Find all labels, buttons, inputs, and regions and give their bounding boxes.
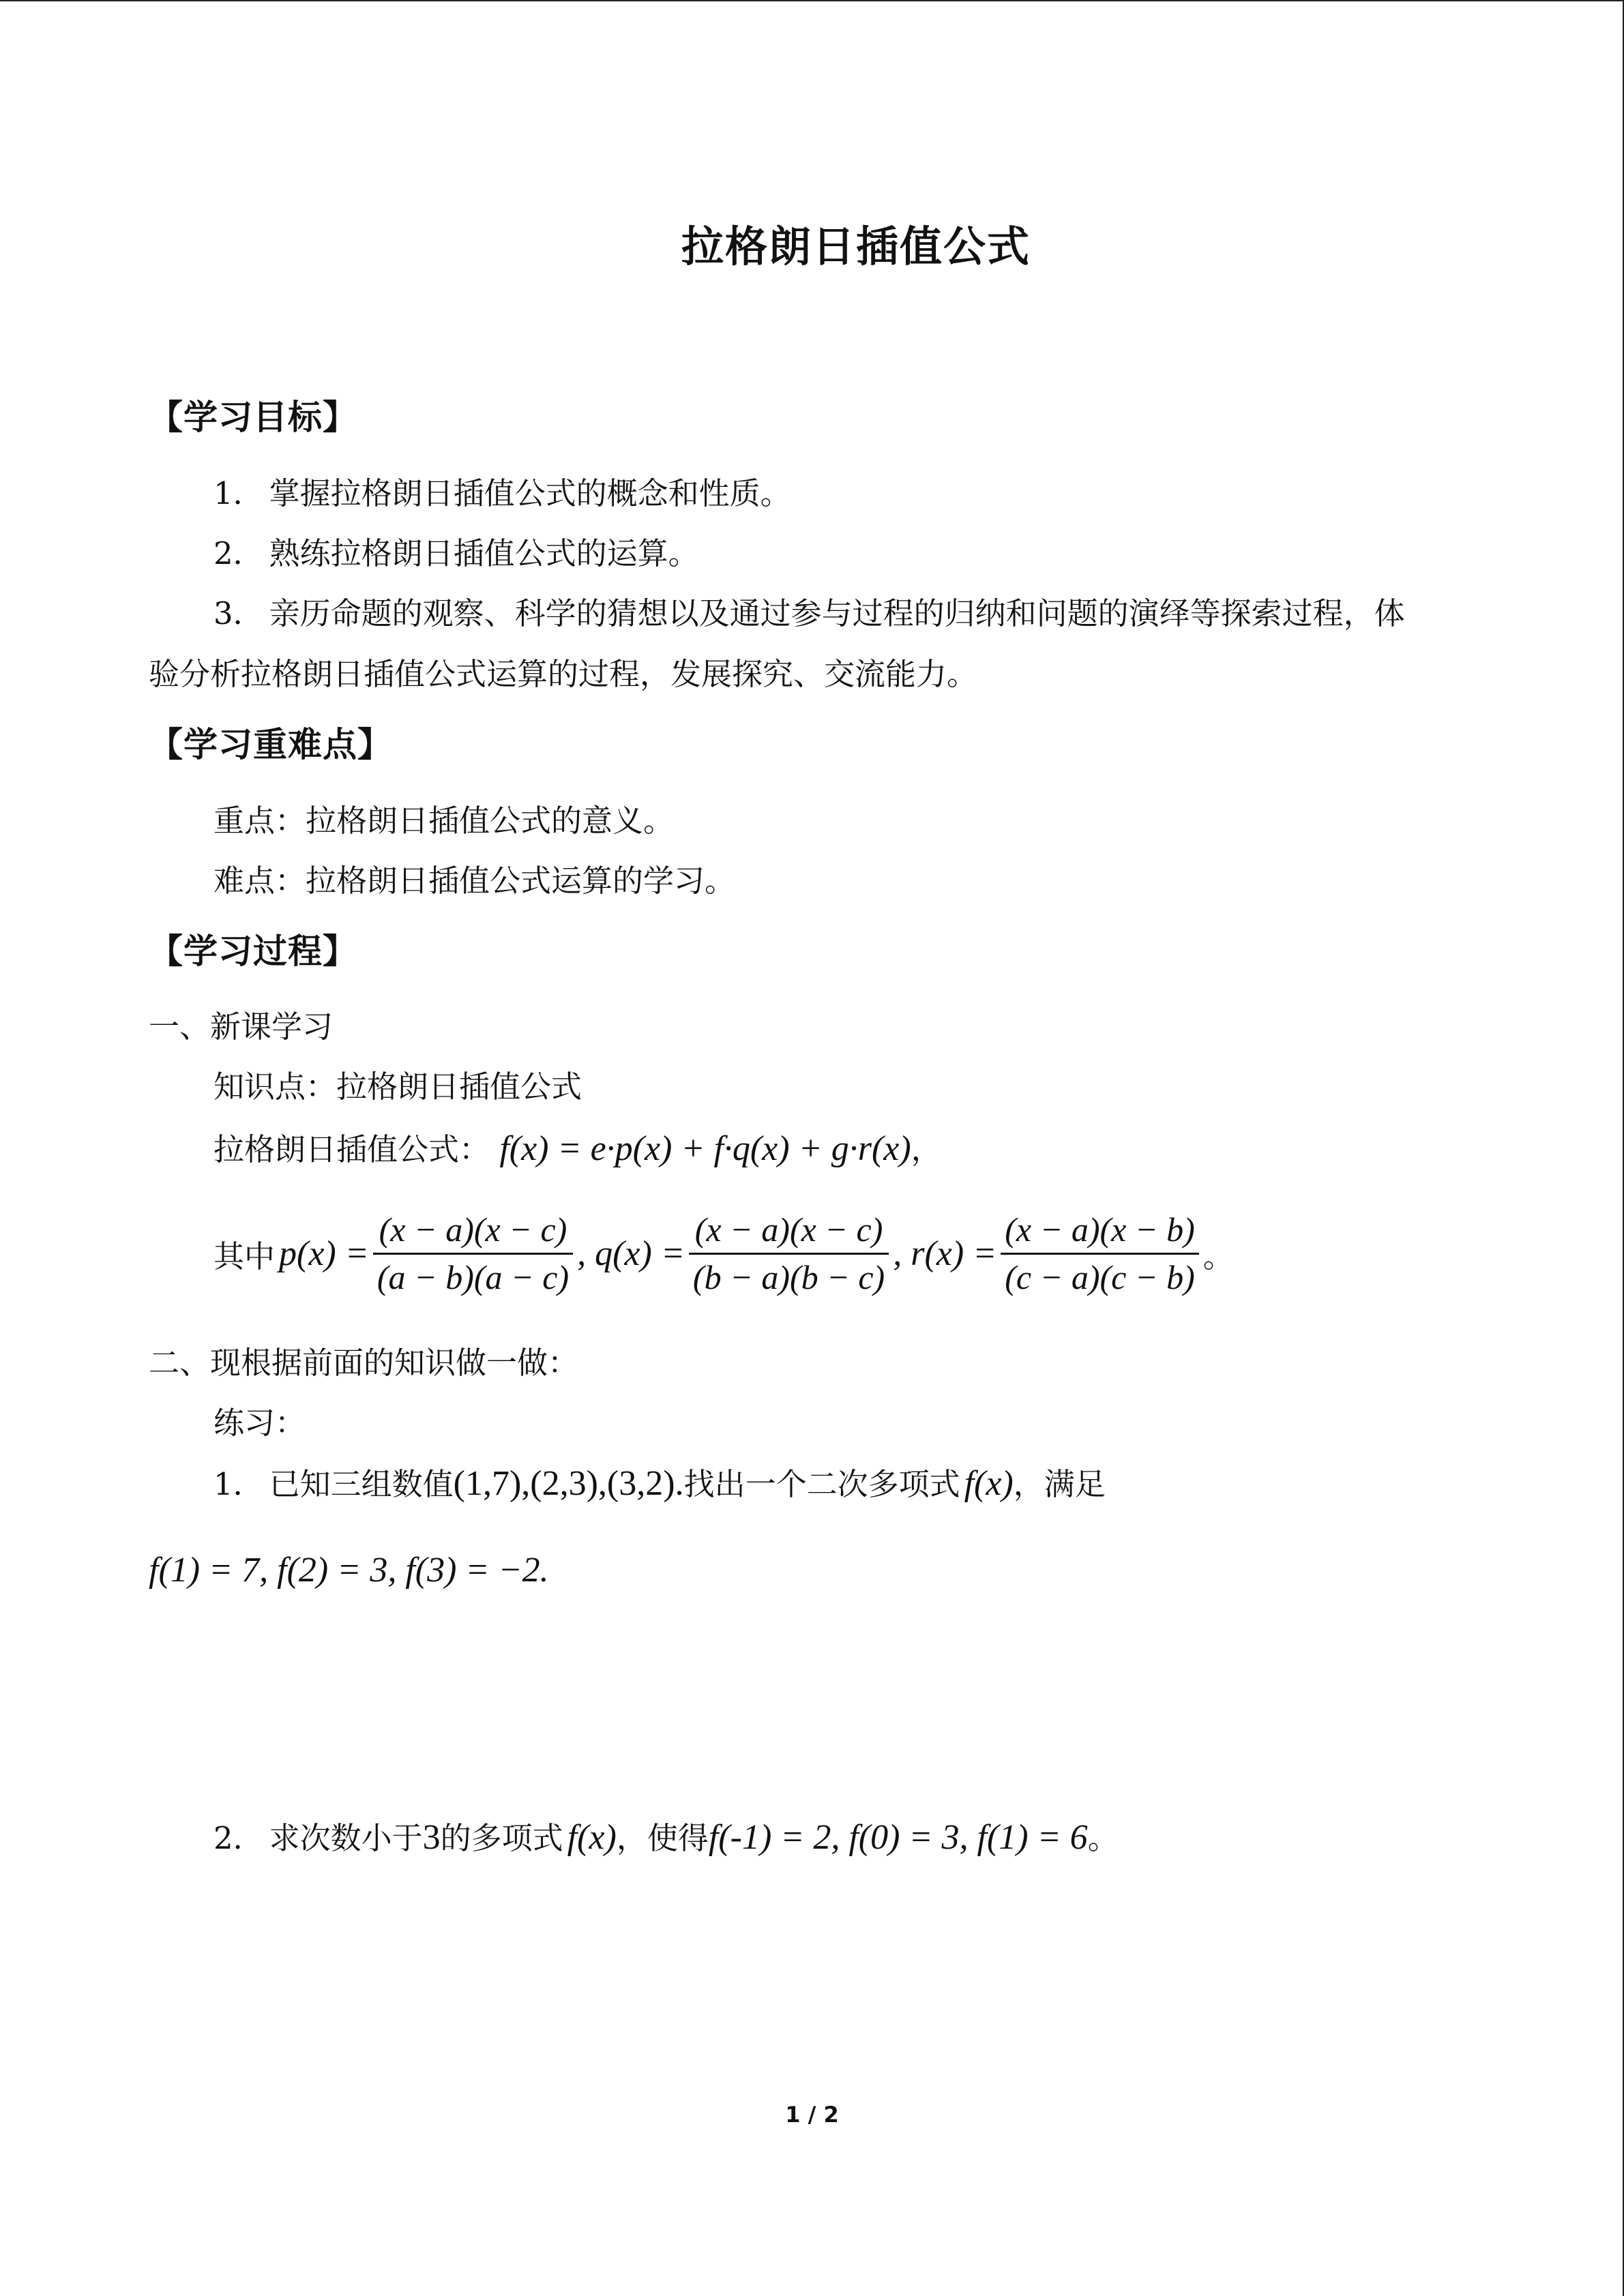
exercise-math: f(x) <box>567 1818 617 1857</box>
exercise-text: ，使得 <box>616 1820 709 1856</box>
q-numerator: (x − a)(x − c) <box>694 1210 883 1249</box>
fraction-bar <box>373 1253 573 1255</box>
where-end-punct: 。 <box>1202 1238 1234 1274</box>
exercise-math: f(x) <box>964 1464 1014 1503</box>
exercise-math: f(-1) = 2, f(0) = 3, f(1) = 6 <box>708 1818 1088 1857</box>
exercise-number: 1． <box>213 1466 264 1502</box>
formula-label: 拉格朗日插值公式： <box>213 1131 490 1167</box>
objective-text: 亲历命题的观察、科学的猜想以及通过参与过程的归纳和问题的演绎等探索过程，体 <box>269 595 1405 631</box>
r-fraction <box>1001 1208 1198 1298</box>
section-heading-objectives: 【学习目标】 <box>149 398 357 437</box>
focus-point: 重点：拉格朗日插值公式的意义。 <box>213 803 675 839</box>
objective-number: 1． <box>213 475 264 511</box>
exercise-1-conditions <box>149 1549 549 1592</box>
fraction-bar <box>1001 1253 1198 1255</box>
lagrange-formula: f(x) = e·p(x) + f·q(x) + g·r(x) <box>499 1129 911 1168</box>
fraction-bar <box>689 1253 889 1255</box>
objective-number: 2． <box>213 535 264 571</box>
p-fraction <box>373 1208 573 1298</box>
where-label: 其中 <box>213 1238 276 1274</box>
objective-item <box>213 535 699 572</box>
q-lhs: , q(x) = <box>577 1234 685 1273</box>
difficulty-point: 难点：拉格朗日插值公式运算的学习。 <box>213 863 736 899</box>
exercise-text: 。 <box>1087 1820 1119 1856</box>
r-lhs: , r(x) = <box>893 1234 997 1273</box>
exercise-number: 2． <box>213 1820 264 1856</box>
objective-number: 3． <box>213 595 264 631</box>
formula-line <box>213 1128 942 1170</box>
r-denominator: (c − a)(c − b) <box>1005 1257 1195 1296</box>
part-one-title: 一、新课学习 <box>149 1009 334 1045</box>
exercise-1 <box>213 1463 1106 1505</box>
exercise-text: ，满足 <box>1013 1466 1106 1502</box>
exercise-text: 求次数小于 <box>269 1820 423 1856</box>
objective-text: 掌握拉格朗日插值公式的概念和性质。 <box>269 475 791 511</box>
knowledge-point: 知识点：拉格朗日插值公式 <box>213 1069 582 1105</box>
exercise-2 <box>213 1817 1119 1859</box>
objective-text-continued: 验分析拉格朗日插值公式运算的过程，发展探究、交流能力。 <box>149 656 978 692</box>
page-title: 拉格朗日插值公式 <box>681 222 1031 271</box>
section-heading-key-points: 【学习重难点】 <box>149 725 392 764</box>
formula-end-punct: ， <box>911 1131 942 1167</box>
exercise-text: 的多项式 <box>440 1820 563 1856</box>
page-number: 1 / 2 <box>785 2102 839 2128</box>
objective-text: 熟练拉格朗日插值公式的运算。 <box>269 535 699 571</box>
exercise-math: (1,7),(2,3),(3,2). <box>453 1464 684 1503</box>
p-numerator: (x − a)(x − c) <box>379 1210 567 1249</box>
part-two-title: 二、现根据前面的知识做一做： <box>149 1345 579 1381</box>
exercise-text: 已知三组数值 <box>269 1466 454 1502</box>
p-lhs: p(x) = <box>279 1234 369 1273</box>
section-heading-process: 【学习过程】 <box>149 931 357 971</box>
exercise-math: f(1) = 7, f(2) = 3, f(3) = −2. <box>149 1551 549 1590</box>
q-denominator: (b − a)(b − c) <box>692 1257 885 1296</box>
objective-item <box>213 475 791 512</box>
exercise-math: 3 <box>422 1818 441 1857</box>
practice-label: 练习： <box>213 1405 306 1441</box>
r-numerator: (x − a)(x − b) <box>1005 1210 1195 1249</box>
objective-item <box>213 595 1405 632</box>
exercise-text: 找出一个二次多项式 <box>683 1466 960 1502</box>
q-fraction <box>689 1208 889 1298</box>
basis-polynomials <box>213 1208 1234 1298</box>
p-denominator: (a − b)(a − c) <box>377 1257 570 1296</box>
